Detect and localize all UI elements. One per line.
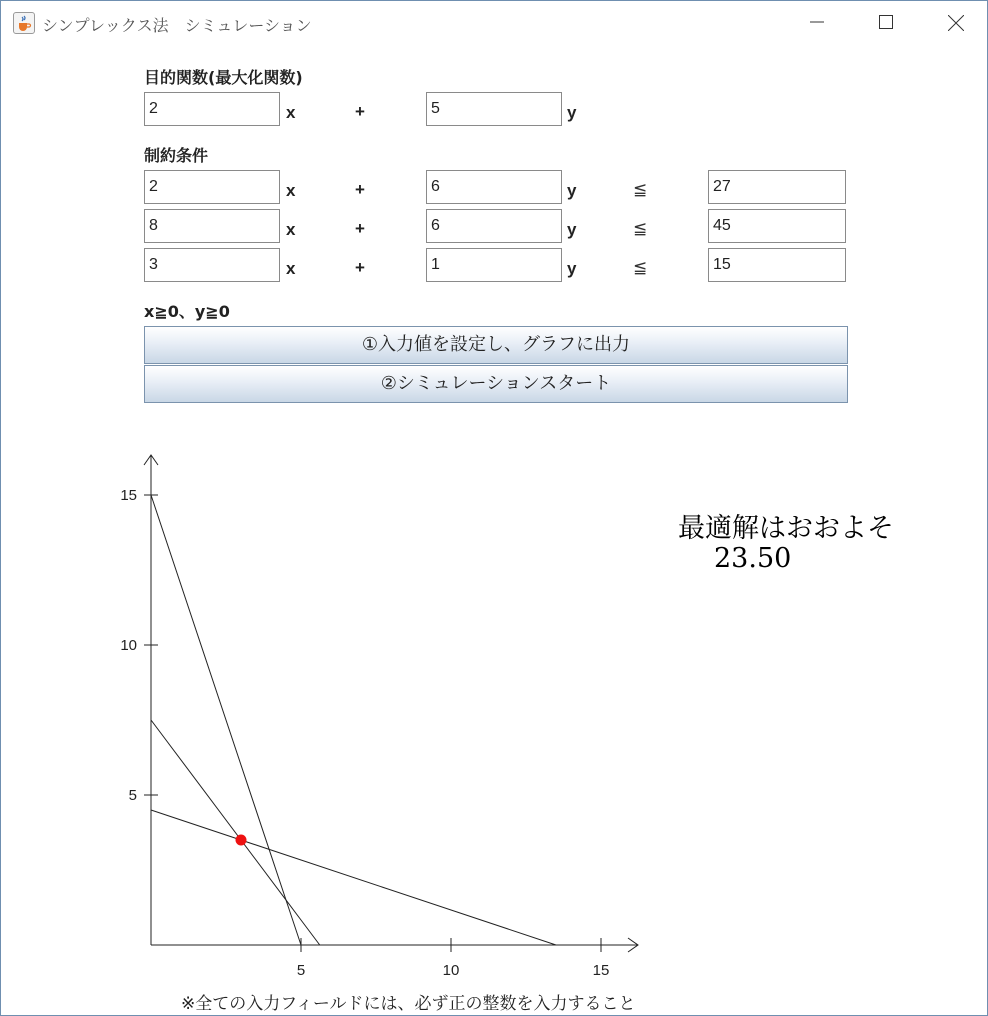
- x-tick-label: 5: [296, 962, 306, 979]
- constraint-3-rhs-field[interactable]: [708, 248, 846, 282]
- close-icon: [948, 15, 964, 31]
- constraint-1-rhs-field[interactable]: [708, 170, 846, 204]
- constraint-1-leq: ≦: [633, 180, 648, 200]
- window-title: シンプレックス法 シミュレーション: [42, 16, 312, 35]
- start-simulation-button[interactable]: ②シミュレーションスタート: [144, 365, 848, 403]
- constraint-2-x-coef-field[interactable]: [144, 209, 280, 243]
- constraint-1-x-coef-field[interactable]: [144, 170, 280, 204]
- feasible-region-chart: [101, 451, 661, 991]
- constraints-label: 制約条件: [144, 146, 209, 165]
- nonnegativity-label: x≧0、y≧0: [144, 302, 230, 321]
- constraint-3-x-coef-field[interactable]: [144, 248, 280, 282]
- objective-plus: +: [355, 102, 365, 121]
- result-value: 23.50: [714, 543, 792, 574]
- java-cup-icon: [13, 12, 35, 34]
- constraint-2-leq: ≦: [633, 219, 648, 239]
- constraint-2-rhs-field[interactable]: [708, 209, 846, 243]
- x-tick-label: 15: [592, 962, 610, 979]
- constraint-3-leq: ≦: [633, 258, 648, 278]
- minimize-icon: [810, 15, 824, 29]
- objective-y-coef-field[interactable]: [426, 92, 562, 126]
- minimize-button[interactable]: [794, 9, 840, 37]
- constraint-3-y-coef-field[interactable]: [426, 248, 562, 282]
- constraint-1-y-coef-field[interactable]: [426, 170, 562, 204]
- objective-label: 目的関数(最大化関数): [144, 68, 303, 87]
- maximize-icon: [879, 15, 893, 29]
- objective-x-var: x: [286, 103, 296, 122]
- title-bar: [1, 1, 987, 45]
- constraint-line-2: [151, 720, 320, 945]
- constraint-3-plus: +: [355, 258, 365, 277]
- maximize-button[interactable]: [863, 9, 909, 37]
- constraint-2-y-var: y: [567, 220, 577, 239]
- constraint-1-x-var: x: [286, 181, 296, 200]
- constraint-line-1: [151, 810, 556, 945]
- constraint-3-y-var: y: [567, 259, 577, 278]
- constraint-1-plus: +: [355, 180, 365, 199]
- constraint-1-y-var: y: [567, 181, 577, 200]
- input-note: ※全ての入力フィールドには、必ず正の整数を入力すること: [181, 994, 636, 1014]
- constraint-2-x-var: x: [286, 220, 296, 239]
- close-button[interactable]: [933, 9, 979, 37]
- optimum-point: [236, 835, 247, 846]
- result-label: 最適解はおおよそ: [678, 513, 894, 544]
- set-input-button[interactable]: ①入力値を設定し、グラフに出力: [144, 326, 848, 364]
- constraint-2-y-coef-field[interactable]: [426, 209, 562, 243]
- x-tick-label: 10: [442, 962, 460, 979]
- objective-y-var: y: [567, 103, 577, 122]
- constraint-3-x-var: x: [286, 259, 296, 278]
- y-tick-label: 5: [128, 787, 137, 804]
- y-tick-label: 10: [120, 637, 137, 654]
- constraint-line-3: [151, 495, 301, 945]
- y-tick-label: 15: [120, 487, 137, 504]
- constraint-2-plus: +: [355, 219, 365, 238]
- objective-x-coef-field[interactable]: [144, 92, 280, 126]
